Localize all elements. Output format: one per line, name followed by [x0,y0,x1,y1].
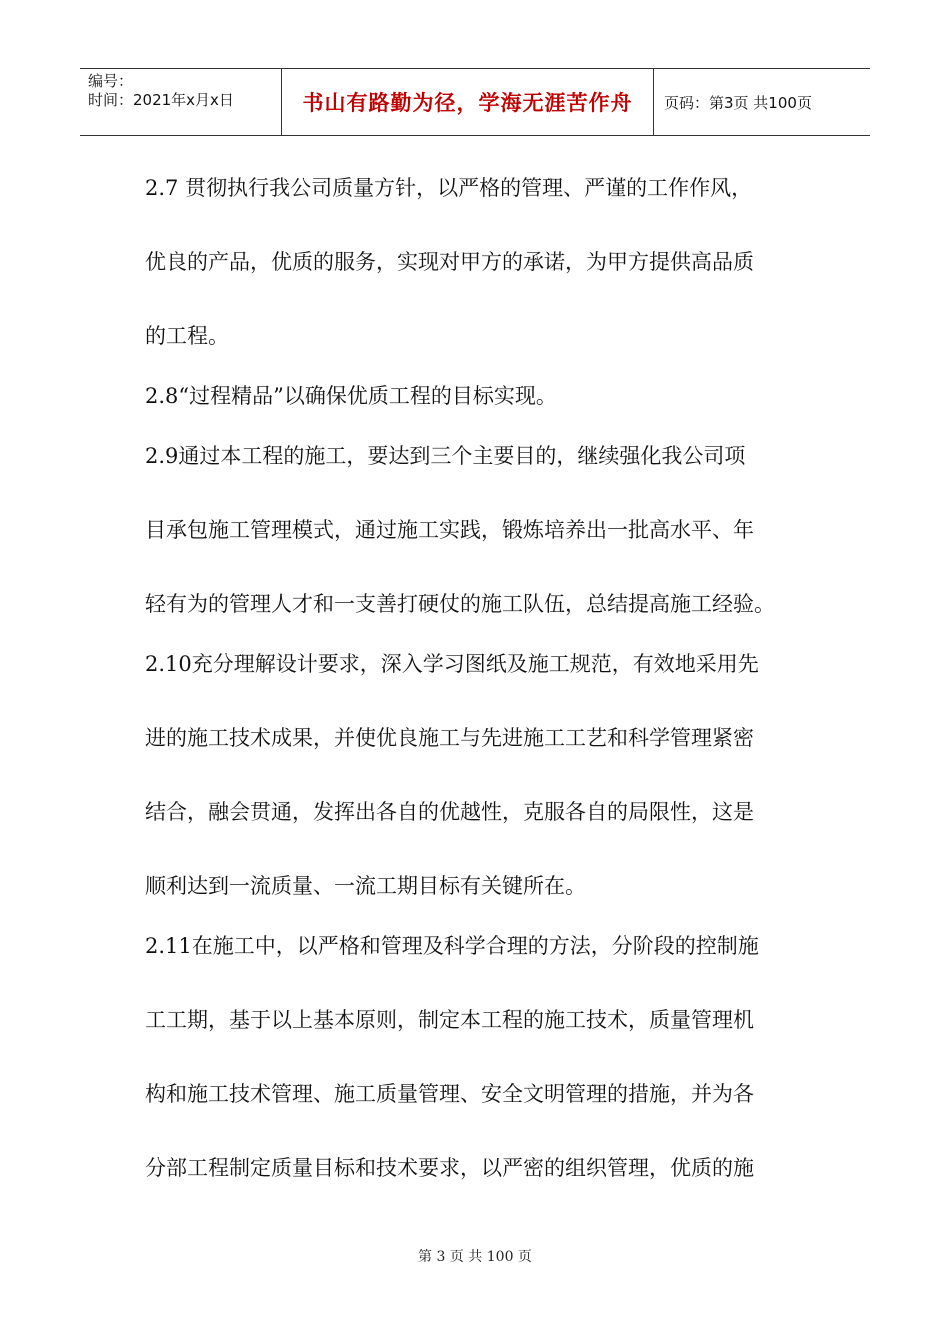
body-line: 的工程。 [145,324,229,348]
body-line: 结合，融会贯通，发挥出各自的优越性，克服各自的局限性，这是 [145,800,754,824]
body-line: 分部工程制定质量目标和技术要求，以严密的组织管理，优质的施 [145,1156,754,1180]
body-line: 2.8“过程精品”以确保优质工程的目标实现。 [145,384,557,408]
page-footer [0,1246,950,1266]
body-line: 2.11在施工中，以严格和管理及科学合理的方法，分阶段的控制施 [145,934,759,958]
body-line: 2.10充分理解设计要求，深入学习图纸及施工规范，有效地采用先 [145,652,759,676]
footer-page-number: 第 3 页 共 100 页 [418,1249,532,1265]
header-info-cell [80,69,282,135]
header-page-code: 页码：第3页 共100页 [664,93,812,112]
body-line: 进的施工技术成果，并使优良施工与先进施工工艺和科学管理紧密 [145,726,754,750]
body-line: 轻有为的管理人才和一支善打硬仗的施工队伍，总结提高施工经验。 [145,592,775,616]
body-line: 目承包施工管理模式，通过施工实践，锻炼培养出一批高水平、年 [145,518,754,542]
body-line: 2.9通过本工程的施工，要达到三个主要目的，继续强化我公司项 [145,444,746,468]
body-line: 优良的产品，优质的服务，实现对甲方的承诺，为甲方提供高品质 [145,250,754,274]
body-line: 构和施工技术管理、施工质量管理、安全文明管理的措施，并为各 [145,1082,754,1106]
body-line: 2.7 贯彻执行我公司质量方针，以严格的管理、严谨的工作作风， [145,176,753,200]
body-line: 顺利达到一流质量、一流工期目标有关键所在。 [145,874,586,898]
header-motto: 书山有路勤为径，学海无涯苦作舟 [302,91,633,115]
page-header [80,68,870,136]
document-body [145,158,810,1198]
document-date-label: 时间：2021年x月x日 [88,91,234,109]
body-line: 工工期，基于以上基本原则，制定本工程的施工技术，质量管理机 [145,1008,754,1032]
header-page-code-cell [654,69,870,135]
header-motto-cell [282,69,654,135]
document-number-label: 编号： [88,72,134,90]
